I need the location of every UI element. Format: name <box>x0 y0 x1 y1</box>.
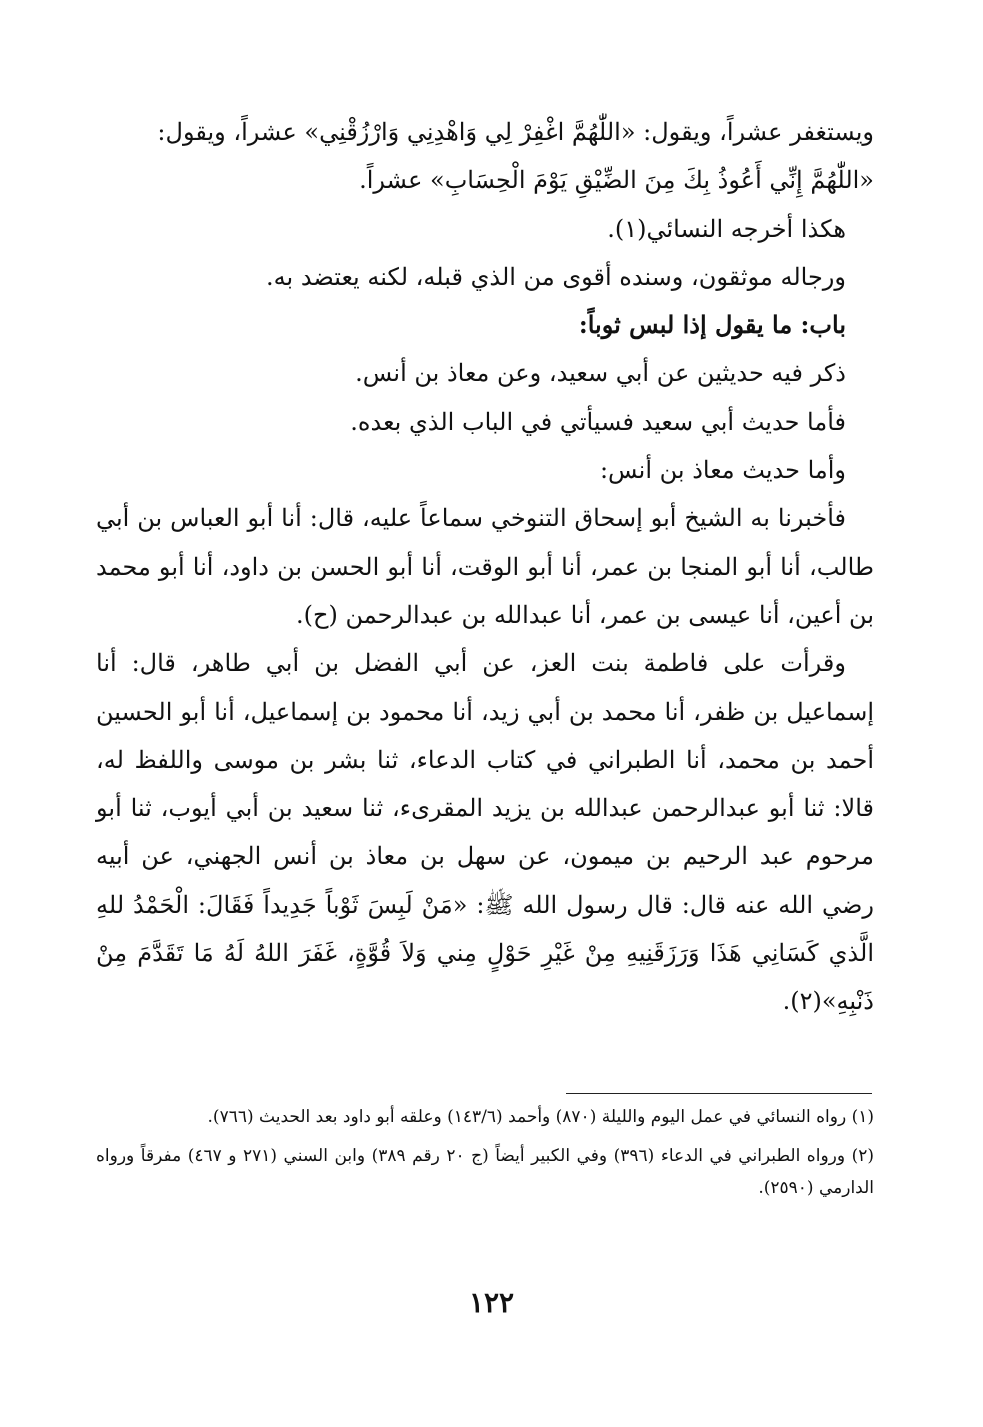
text-line: ويستغفر عشراً، ويقول: «اللّٰهُمَّ اغْفِرْ لِي وَاهْدِنِي وَارْزُقْنِي» عشراً، ويقول: <box>157 118 874 146</box>
footnote: (٢) ورواه الطبراني في الدعاء (٣٩٦) وفي الكبير أيضاً (ج ٢٠ رقم ٣٨٩) وابن السني (٢٧١ و ٤٦٧) مفرقاً ورواه الدارمي (٢٥٩٠). <box>96 1146 875 1198</box>
page-number: ١٢٢ <box>468 1286 515 1319</box>
text-line: ذكر فيه حديثين عن أبي سعيد، وعن معاذ بن أنس. <box>355 359 846 388</box>
paragraph: وقرأت على فاطمة بنت العز، عن أبي الفضل بن أبي طاهر، قال: أنا إسماعيل بن ظفر، أنا محمد بن أبي زيد، أنا محمود بن إسماعيل، أنا أبو الحسين أحمد بن محمد، أنا الطبراني في كتاب الدعاء، ثنا بشر بن موسى واللفظ له، قالا: ثنا أبو عبدالرحمن عبدالله بن يزيد المقرىء، ثنا سعيد بن أبي أيوب، ثنا أبو مرحوم عبد الرحيم بن ميمون، عن سهل بن معاذ بن أنس الجهني، عن أبيه رضي الله عنه قال: قال رسول الله ﷺ: «مَنْ لَبِسَ ثَوْباً جَدِيداً فَقَالَ: الْحَمْدُ للهِ الَّذي كَسَانِي هَذَا وَرَزَقَنِيهِ مِنْ غَيْرِ حَوْلٍ مِني وَلاَ قُوَّةٍ، غَفَرَ اللهُ لَهُ مَا تَقَدَّمَ مِنْ ذَنْبِهِ»(٢). <box>96 649 875 1016</box>
text-line: وأما حديث معاذ بن أنس: <box>599 456 846 485</box>
text-line: هكذا أخرجه النسائي(١). <box>607 214 846 243</box>
paragraph: فأخبرنا به الشيخ أبو إسحاق التنوخي سماعاً عليه، قال: أنا أبو العباس بن أبي طالب، أنا أبو المنجا بن عمر، أنا أبو الوقت، أنا أبو الحسن بن داود، أنا أبو محمد بن أعين، أنا عيسى بن عمر، أنا عبدالله بن عبدالرحمن (ح). <box>96 504 874 629</box>
section-heading: باب: ما يقول إذا لبس ثوباً: <box>578 310 846 340</box>
text-line: فأما حديث أبي سعيد فسيأتي في الباب الذي بعده. <box>350 407 846 436</box>
page-body <box>96 108 874 1026</box>
text-line: «اللّٰهُمَّ إِنِّي أَعُوذُ بِكَ مِنَ الضِّيْقِ يَوْمَ الْحِسَابِ» عشراً. <box>359 166 874 195</box>
text-line: ورجاله موثقون، وسنده أقوى من الذي قبله، لكنه يعتضد به. <box>266 262 846 291</box>
footnote: (١) رواه النسائي في عمل اليوم والليلة (٨٧٠) وأحمد (١٤٣/٦) وعلقه أبو داود بعد الحديث (٧٦٦). <box>207 1107 874 1127</box>
footnotes <box>96 1101 874 1211</box>
footnote-divider <box>566 1093 872 1094</box>
